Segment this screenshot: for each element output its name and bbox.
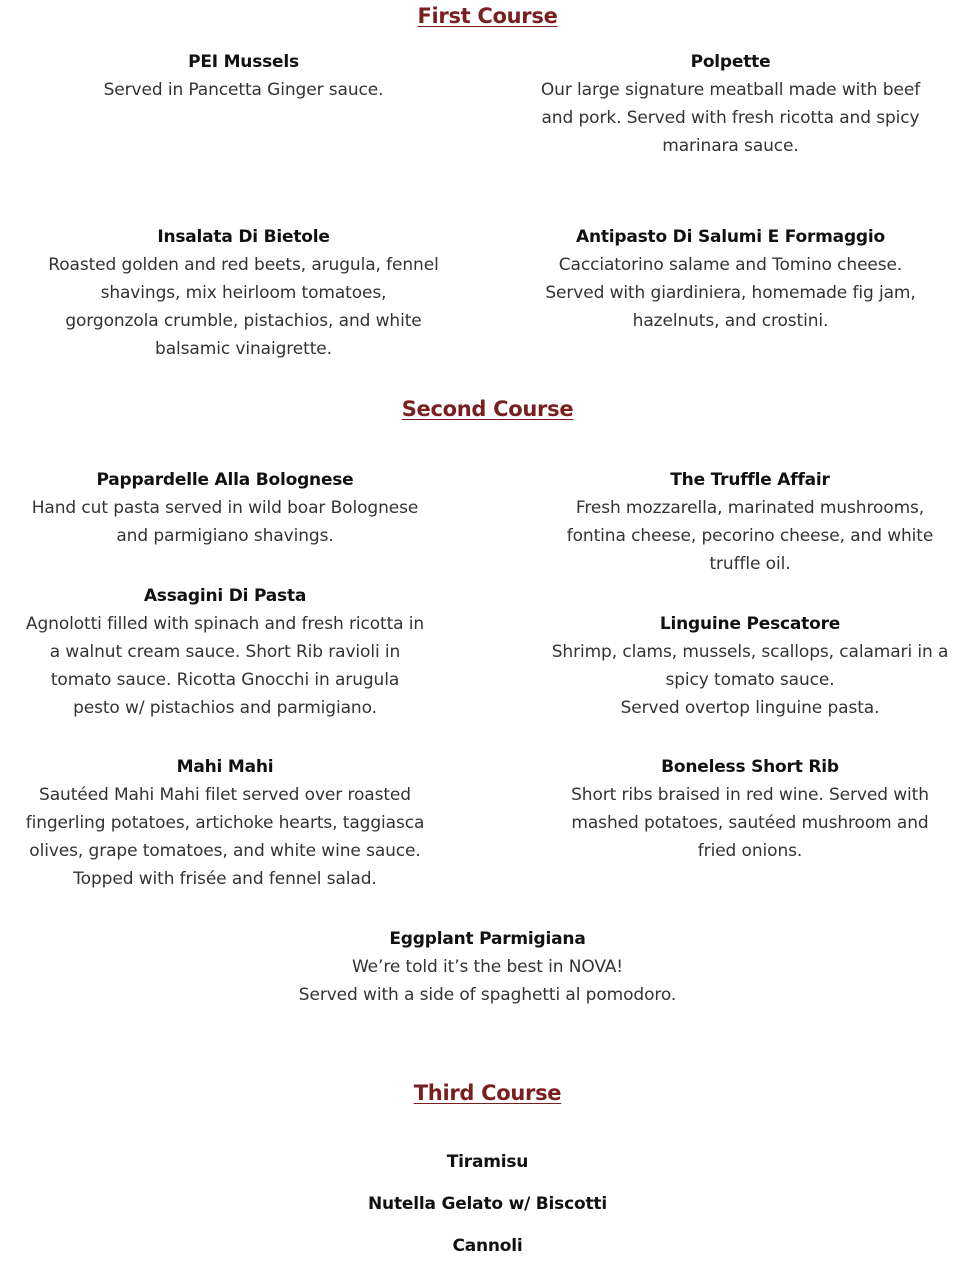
first-course-heading: First Course: [417, 4, 558, 28]
second-course-heading: Second Course: [401, 397, 574, 421]
menu-item-polpette: [487, 48, 974, 160]
item-description: Hand cut pasta served in wild boar Bolognese and parmigiano shavings.: [31, 498, 419, 546]
menu-item-truffle-affair: [525, 466, 975, 578]
item-name: Eggplant Parmigiana: [389, 929, 586, 949]
menu-item-antipasto: [487, 223, 974, 335]
item-description: Served in Pancetta Ginger sauce.: [103, 80, 384, 100]
item-description: Roasted golden and red beets, arugula, fennel shavings, mix heirloom tomatoes, gorgonzola crumble, pistachios, and white balsamic vinaigrette.: [48, 255, 439, 359]
menu-item-eggplant-parmigiana: [0, 925, 975, 1009]
item-name: Insalata Di Bietole: [157, 227, 330, 247]
item-name: Boneless Short Rib: [661, 757, 839, 777]
item-name: The Truffle Affair: [670, 470, 830, 490]
item-description: Our large signature meatball made with beef and pork. Served with fresh ricotta and spicy marinara sauce.: [540, 80, 921, 156]
menu-item-assagini-di-pasta: [0, 582, 450, 722]
item-description: We’re told it’s the best in NOVA! Served with a side of spaghetti al pomodoro.: [298, 957, 677, 1005]
third-course-heading: Third Course: [413, 1081, 562, 1105]
menu-item-linguine-pescatore: [525, 610, 975, 722]
item-description: Sautéed Mahi Mahi filet served over roasted fingerling potatoes, artichoke hearts, taggiasca olives, grape tomatoes, and white wine sauce. Topped with frisée and fennel salad.: [25, 785, 425, 889]
item-name: Antipasto Di Salumi E Formaggio: [575, 227, 885, 247]
item-description: Shrimp, clams, mussels, scallops, calamari in a spicy tomato sauce. Served overtop linguine pasta.: [551, 642, 949, 718]
item-name: Assagini Di Pasta: [143, 586, 307, 606]
menu-item-insalata-di-bietole: [0, 223, 487, 363]
item-description: Agnolotti filled with spinach and fresh ricotta in a walnut cream sauce. Short Rib ravioli in tomato sauce. Ricotta Gnocchi in arugula pesto w/ pistachios and parmigiano.: [25, 614, 425, 718]
item-description: Short ribs braised in red wine. Served with mashed potatoes, sautéed mushroom and fried onions.: [571, 785, 929, 861]
item-name: Pappardelle Alla Bolognese: [96, 470, 354, 490]
item-name: Polpette: [690, 52, 771, 72]
item-name: Linguine Pescatore: [659, 614, 841, 634]
item-name: PEI Mussels: [188, 52, 299, 72]
dessert-item-nutella-gelato: Nutella Gelato w/ Biscotti: [368, 1194, 607, 1214]
menu-item-boneless-short-rib: [525, 753, 975, 865]
menu-item-pappardelle: [0, 466, 450, 550]
dessert-item-tiramisu: Tiramisu: [446, 1152, 529, 1172]
item-name: Mahi Mahi: [176, 757, 274, 777]
menu-item-pei-mussels: [0, 48, 487, 104]
item-description: Cacciatorino salame and Tomino cheese. Served with giardiniera, homemade fig jam, hazelnuts, and crostini.: [545, 255, 916, 331]
menu-item-mahi-mahi: [0, 753, 450, 893]
dessert-item-cannoli: Cannoli: [452, 1236, 523, 1256]
item-description: Fresh mozzarella, marinated mushrooms, fontina cheese, pecorino cheese, and white truffle oil.: [566, 498, 934, 574]
